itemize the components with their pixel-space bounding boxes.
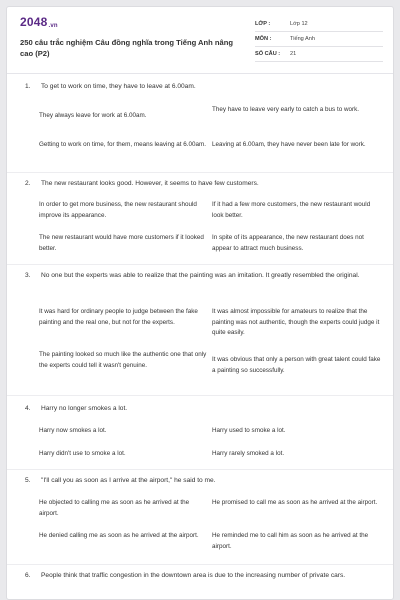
question-5-option-b[interactable]: He promised to call me as soon as he arrived at the airport.	[212, 499, 378, 506]
meta-label: SỐ CÂU :	[255, 51, 281, 57]
meta-label: LỚP :	[255, 21, 271, 27]
question-2-option-d[interactable]: In spite of its appearance, the new restaurant does not appear to attract much business.	[212, 234, 364, 252]
question-1-option-c[interactable]: Getting to work on time, for them, means leaving at 6.00am.	[39, 141, 206, 148]
header-divider	[7, 73, 393, 74]
question-5-option-d[interactable]: He reminded me to call him as soon as he arrived at the airport.	[212, 532, 369, 550]
question-3-option-b[interactable]: It was almost impossible for amateurs to realize that the painting was not authentic, though the experts could judge it quite easily.	[212, 308, 380, 336]
question-4-option-a[interactable]: Harry now smokes a lot.	[39, 427, 107, 434]
question-2-option-b[interactable]: If it had a few more customers, the new restaurant would look better.	[212, 201, 371, 219]
meta-value: Tiếng Anh	[290, 36, 315, 42]
meta-label: MÔN :	[255, 36, 272, 42]
question-4-option-c[interactable]: Harry didn't use to smoke a lot.	[39, 450, 126, 457]
page-title: 250 câu trắc nghiệm Câu đồng nghĩa trong Tiếng Anh nâng cao (P2)	[20, 38, 234, 58]
question-divider	[7, 564, 393, 565]
question-4-option-b[interactable]: Harry used to smoke a lot.	[212, 427, 286, 434]
question-1-option-b[interactable]: They have to leave very early to catch a bus to work.	[212, 106, 359, 113]
question-divider	[7, 264, 393, 265]
question-3-option-c[interactable]: The painting looked so much like the authentic one that only the experts could tell it wasn't genuine.	[39, 351, 207, 369]
question-2-stem: 2. The new restaurant looks good. However, it seems to have few customers.	[25, 180, 259, 187]
question-divider	[7, 395, 393, 396]
meta-value: Lớp 12	[290, 21, 308, 27]
question-5-option-a[interactable]: He objected to calling me as soon as he arrived at the airport.	[39, 499, 190, 517]
document-header	[7, 7, 393, 73]
question-4-option-d[interactable]: Harry rarely smoked a lot.	[212, 450, 285, 457]
meta-value: 21	[290, 51, 297, 57]
question-1-stem: 1. To get to work on time, they have to leave at 6.00am.	[25, 83, 196, 90]
question-3-option-d[interactable]: It was obvious that only a person with great talent could fake a painting so successfully.	[212, 356, 381, 374]
meta-row-subject	[255, 32, 383, 47]
meta-row-count	[255, 47, 383, 62]
question-2-option-c[interactable]: The new restaurant would have more customers if it looked better.	[39, 234, 204, 252]
question-3-stem: 3. No one but the experts was able to realize that the painting was an imitation. It greatly resembled the original.	[25, 272, 360, 279]
question-5-stem: 5. "I'll call you as soon as I arrive at the airport," he said to me.	[25, 477, 216, 484]
question-2-option-a[interactable]: In order to get more business, the new restaurant should improve its appearance.	[39, 201, 197, 219]
question-1-option-d[interactable]: Leaving at 6.00am, they have never been late for work.	[212, 141, 366, 148]
question-1-option-a[interactable]: They always leave for work at 6.00am.	[39, 112, 147, 119]
meta-row-class	[255, 17, 383, 32]
question-4-stem: 4. Harry no longer smokes a lot.	[25, 405, 128, 412]
question-5-option-c[interactable]: He denied calling me as soon as he arrived at the airport.	[39, 532, 199, 539]
question-divider	[7, 469, 393, 470]
document-page	[6, 6, 394, 600]
site-logo[interactable]: 2048.vn	[20, 15, 58, 29]
question-6-stem: 6. People think that traffic congestion in the downtown area is due to the increasing number of private cars.	[25, 572, 346, 579]
question-3-option-a[interactable]: It was hard for ordinary people to judge between the fake painting and the real one, but not for the experts.	[39, 308, 198, 326]
question-divider	[7, 172, 393, 173]
